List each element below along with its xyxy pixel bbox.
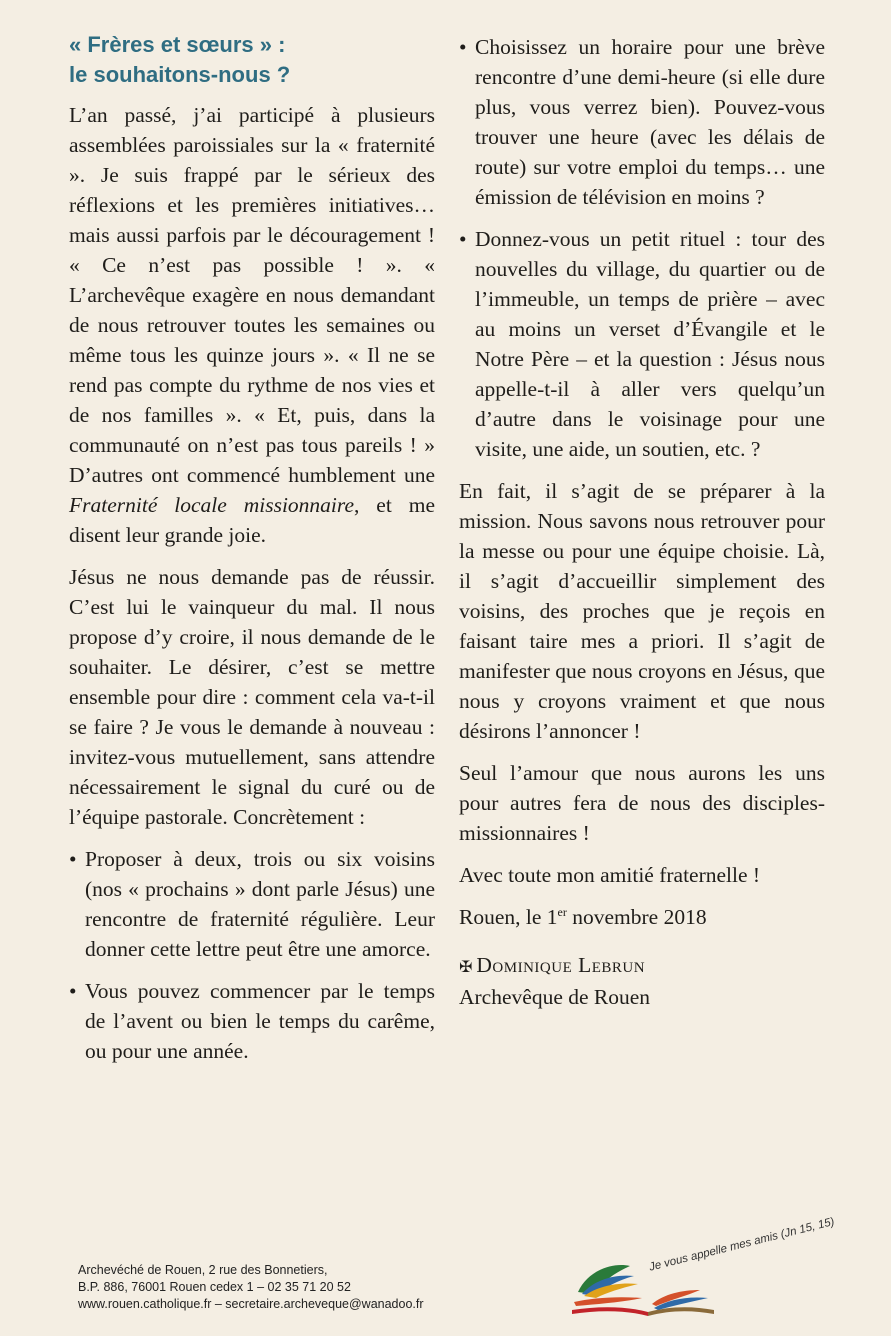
paragraph-jesus: Jésus ne nous demande pas de réussir. C’est lui le vainqueur du mal. Il nous propose d’y croire, il nous demande de le souhaiter. Le désirer, c’est se mettre ensemble pour dire : comment cela va-t-il se faire ? Je vous le demande à nouveau : invitez-vous mutuellement, sans attendre nécessairement le signal du curé ou de l’équipe pastorale. Concrètement : — [69, 565, 435, 829]
paragraph-text: , et me disent leur grande joie. — [69, 493, 435, 547]
diocese-logo — [568, 1250, 858, 1330]
signatory-line — [459, 950, 825, 982]
right-bullet-list — [459, 32, 825, 464]
signature-block — [459, 950, 825, 1012]
paragraph-text: L’an passé, j’ai participé à plusieurs assemblées paroissiales sur la « fraternité ». Je suis frappé par le sérieux des réflexions et les premières initiatives… mais aussi parfois par le découragement ! « Ce n’est pas possible ! ». « L’archevêque exagère en nous demandant de nous retrouver toutes les semaines ou même tous les quinze jours ». « Il ne se rend pas compte du rythme de nos vies et de nos familles ». « Et, puis, dans la communauté on n’est pas tous pareils ! » D’autres ont commencé humblement une — [69, 103, 435, 487]
right-column — [459, 32, 825, 1012]
signatory-role: Archevêque de Rouen — [459, 985, 651, 1009]
address-footer — [78, 1262, 518, 1313]
heading-line-1: « Frères et sœurs » : — [69, 32, 286, 57]
emphasis-fraternite-locale: Fraternité locale missionnaire — [69, 493, 355, 517]
list-item — [459, 224, 825, 464]
paragraph-assemblies — [69, 100, 435, 550]
date-ordinal: er — [557, 904, 567, 919]
left-column — [69, 30, 435, 1078]
logo-leaf-orange — [574, 1297, 642, 1306]
paragraph-love: Seul l’amour que nous aurons les uns pour autres fera de nous des disciples-missionnaires ! — [459, 761, 825, 845]
heading-line-2: le souhaitons-nous ? — [69, 62, 291, 87]
bullet-text: Donnez-vous un petit rituel : tour des nouvelles du village, du quartier ou de l’immeuble, un temps de prière – avec au moins un verset d’Évangile et le Notre Père – et la question : Jésus nous appelle-t-il à aller vers quelqu’un d’autre dans le voisinage pour une visite, une aide, un soutien, etc. ? — [475, 227, 825, 461]
bullet-text: Choisissez un horaire pour une brève rencontre d’une demi-heure (si elle dure plus, vous verrez bien). Pouvez-vous trouver une heure (avec les délais de route) sur votre emploi du temps… une émission de télévision en moins ? — [475, 35, 825, 209]
paragraph-mission: En fait, il s’agit de se préparer à la mission. Nous savons nous retrouver pour la messe ou pour une équipe choisie. Là, il s’agit d’accueillir simplement des voisins, des proches que je reçois en faisant taire mes a priori. Il s’agit de manifester que nous croyons en Jésus, que nous y croyons vraiment et que nous désirons l’annoncer ! — [459, 479, 825, 743]
logo-book-left — [572, 1307, 648, 1316]
list-item — [69, 976, 435, 1066]
left-bullet-list — [69, 844, 435, 1066]
article-heading — [69, 30, 435, 90]
bullet-symbol: • — [69, 847, 77, 871]
list-item — [459, 32, 825, 212]
bullet-symbol: • — [459, 227, 467, 251]
date-text: novembre 2018 — [566, 905, 707, 929]
footer-web-email: www.rouen.catholique.fr – secretaire.archeveque@wanadoo.fr — [78, 1297, 424, 1311]
signatory-name: Dominique Lebrun — [476, 953, 646, 977]
footer-address: Archevéché de Rouen, 2 rue des Bonnetiers, — [78, 1263, 328, 1277]
date-text: Rouen, le 1 — [459, 905, 558, 929]
bullet-symbol: • — [459, 35, 467, 59]
closing-greeting: Avec toute mon amitié fraternelle ! — [459, 863, 761, 887]
bullet-text: Proposer à deux, trois ou six voisins (nos « prochains » dont parle Jésus) une rencontre de fraternité régulière. Leur donner cette lettre peut être une amorce. — [85, 847, 435, 961]
footer-postal: B.P. 886, 76001 Rouen cedex 1 – 02 35 71 20 52 — [78, 1280, 351, 1294]
logo-tagline: Je vous appelle mes amis (Jn 15, 15) — [648, 1215, 836, 1274]
cross-icon: ✠ — [459, 957, 473, 976]
bullet-text: Vous pouvez commencer par le temps de l’avent ou bien le temps du carême, ou pour une année. — [85, 979, 435, 1063]
letter-date — [459, 902, 825, 932]
bullet-symbol: • — [69, 979, 77, 1003]
list-item — [69, 844, 435, 964]
